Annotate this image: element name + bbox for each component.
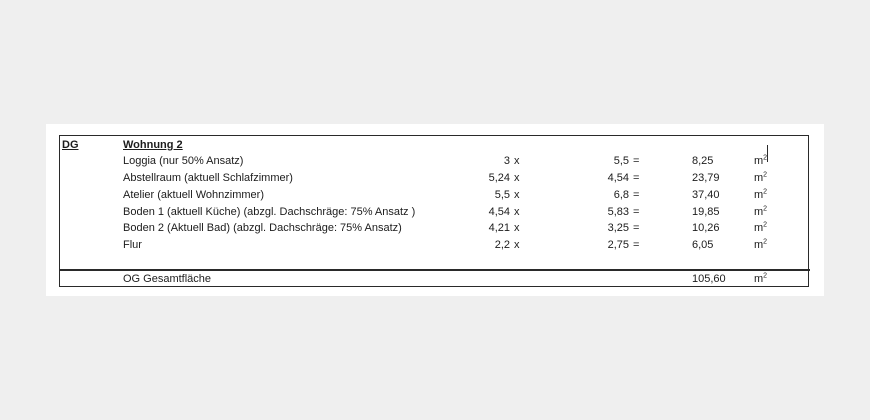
area-result: 23,79 [692, 172, 720, 184]
area-result: 6,05 [692, 239, 714, 251]
equals-sign: = [633, 239, 640, 251]
equals-sign: = [633, 222, 640, 234]
floor-label: DG [62, 139, 79, 151]
area-unit: $m^2$ [754, 205, 768, 218]
column-divider [767, 145, 768, 162]
area-unit: $m^2$ [754, 154, 768, 167]
equals-sign: = [633, 172, 640, 184]
multiply-sign: x [514, 222, 520, 234]
multiply-sign: x [514, 239, 520, 251]
total-area-unit: $m^2$ [754, 272, 768, 285]
width-value: 5,83 [607, 206, 629, 218]
area-result: 8,25 [692, 155, 714, 167]
width-value: 4,54 [607, 172, 629, 184]
multiply-sign: x [514, 189, 520, 201]
area-unit: $m^2$ [754, 238, 768, 251]
total-separator-line [60, 269, 810, 271]
length-value: 4,54 [488, 206, 510, 218]
apartment-title: Wohnung 2 [123, 139, 183, 151]
area-unit: $m^2$ [754, 171, 768, 184]
room-label: Boden 1 (aktuell Küche) (abzgl. Dachschräge: 75% Ansatz ) [123, 206, 416, 218]
area-result: 19,85 [692, 206, 720, 218]
room-label: Loggia (nur 50% Ansatz) [123, 155, 244, 167]
width-value: 3,25 [607, 222, 629, 234]
multiply-sign: x [514, 206, 520, 218]
equals-sign: = [633, 155, 640, 167]
total-label: OG Gesamtfläche [123, 273, 212, 285]
area-result: 10,26 [692, 222, 720, 234]
length-value: 5,24 [488, 172, 510, 184]
length-value: 5,5 [494, 189, 510, 201]
length-value: 2,2 [494, 239, 510, 251]
room-label: Flur [123, 239, 142, 251]
area-unit: $m^2$ [754, 188, 768, 201]
length-value: 4,21 [488, 222, 510, 234]
width-value: 5,5 [613, 155, 629, 167]
area-result: 37,40 [692, 189, 720, 201]
room-label: Atelier (aktuell Wohnzimmer) [123, 189, 265, 201]
multiply-sign: x [514, 155, 520, 167]
room-label: Boden 2 (Aktuell Bad) (abzgl. Dachschräge: 75% Ansatz) [123, 222, 402, 234]
width-value: 2,75 [607, 239, 629, 251]
equals-sign: = [633, 206, 640, 218]
equals-sign: = [633, 189, 640, 201]
multiply-sign: x [514, 172, 520, 184]
length-value: 3 [503, 155, 510, 167]
total-area-result: 105,60 [692, 273, 726, 285]
area-unit: $m^2$ [754, 221, 768, 234]
width-value: 6,8 [613, 189, 629, 201]
room-label: Abstellraum (aktuell Schlafzimmer) [123, 172, 293, 184]
